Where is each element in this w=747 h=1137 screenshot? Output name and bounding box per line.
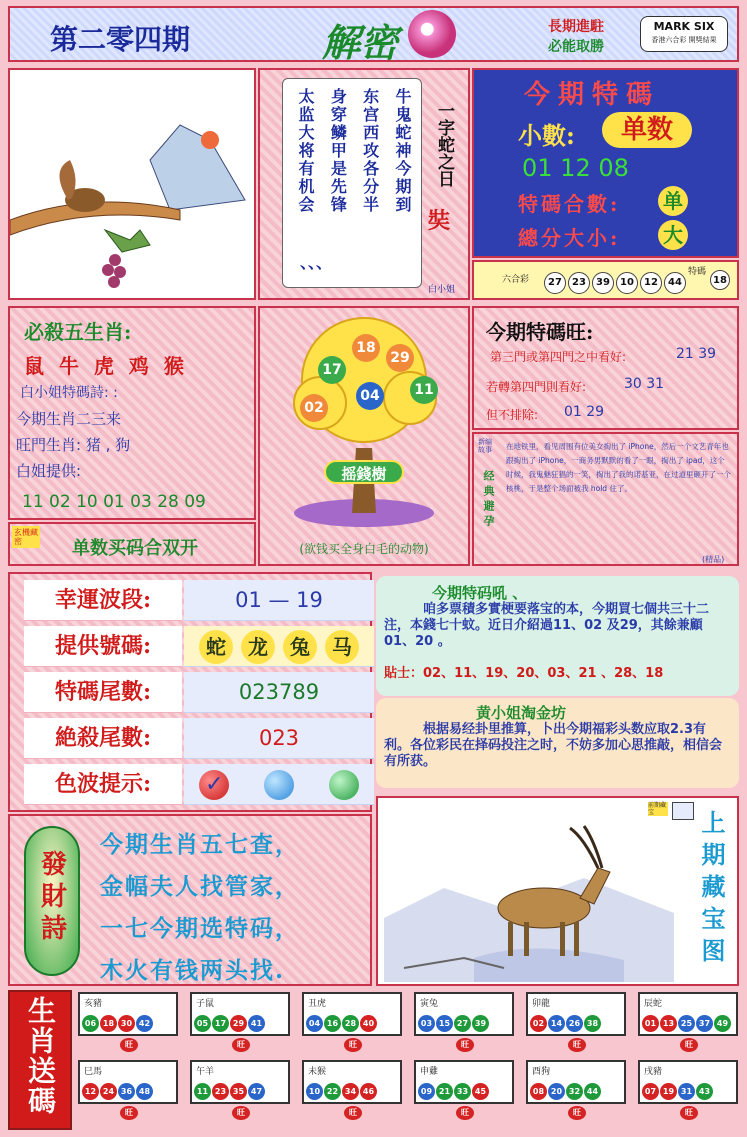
mark-six-logo: MARK SIX 香港六合彩 開獎結果	[640, 16, 728, 52]
zodiac-ball: 02	[530, 1015, 547, 1032]
story-panel	[472, 432, 739, 566]
zodiac-ball: 40	[360, 1015, 377, 1032]
squirrel-picture	[10, 70, 254, 298]
zodiac-name: 未猴	[308, 1067, 327, 1077]
zodiac-ball: 05	[194, 1015, 211, 1032]
squirrel-illustration	[8, 68, 256, 300]
wang-badge: 旺	[456, 1038, 474, 1052]
provide-char: 兔	[283, 630, 317, 664]
draw-result-bar	[472, 260, 739, 300]
tree-ball: 17	[318, 356, 346, 384]
shout-tip: 貼士：02、11、19、20、03、21 、28、18	[384, 666, 664, 681]
zodiac-card	[190, 992, 290, 1036]
wang-badge: 旺	[456, 1106, 474, 1120]
small-label: 小數:	[518, 121, 575, 150]
slogan-line-1: 長期進駐	[548, 19, 604, 35]
header-bar	[8, 6, 739, 65]
issue-title: 第二零四期	[50, 23, 191, 56]
zodiac-name: 寅兔	[420, 999, 439, 1009]
zodiac-ball: 47	[248, 1083, 265, 1100]
draw-ball: 23	[568, 272, 590, 294]
zodiac-name: 午羊	[196, 1067, 215, 1077]
wang-badge: 旺	[344, 1106, 362, 1120]
zodiac-card	[638, 992, 738, 1036]
zodiac-ball: 38	[584, 1015, 601, 1032]
fortune-line: 木火有钱两头找.	[100, 957, 286, 984]
zodiac-ball: 25	[678, 1015, 695, 1032]
zodiac-ball: 06	[82, 1015, 99, 1032]
zodiac-ball: 29	[230, 1015, 247, 1032]
table-value-lucky: 01 — 19	[184, 580, 374, 621]
logo-disc-icon	[408, 10, 456, 58]
small-value: 单数	[602, 112, 692, 148]
provide-char: 马	[325, 630, 359, 664]
zodiac-ball: 49	[714, 1015, 731, 1032]
zodiac-name: 巳馬	[84, 1067, 103, 1077]
tree-label: 摇錢樹	[324, 460, 404, 484]
zodiac-ball: 14	[548, 1015, 565, 1032]
zodiac-ball: 15	[436, 1015, 453, 1032]
zodiac-numbers	[82, 1011, 154, 1032]
zodiac-grid	[74, 990, 739, 1130]
poem-key-char: 奘	[428, 208, 451, 234]
zodiac-card	[302, 992, 402, 1036]
draw-ball: 44	[664, 272, 686, 294]
total-value: 大	[658, 220, 688, 250]
sum-value: 单	[658, 186, 688, 216]
zodiac-card	[78, 992, 178, 1036]
zodiac-side-text: 生肖送碼	[24, 996, 57, 1116]
kill-line-2: 旺門生肖: 猪 , 狗	[16, 436, 131, 454]
zodiac-ball: 35	[230, 1083, 247, 1100]
table-label-tail: 特碼尾數:	[24, 672, 182, 713]
zodiac-name: 辰蛇	[644, 999, 663, 1009]
table-label-color: 色波提示:	[24, 764, 182, 805]
table-value-tail: 023789	[184, 672, 374, 713]
wang-badge: 旺	[680, 1038, 698, 1052]
zodiac-ball: 37	[696, 1015, 713, 1032]
wang-badge: 旺	[232, 1038, 250, 1052]
fortune-line: 一七今期选特码，	[100, 915, 300, 942]
scroll-columns	[294, 88, 414, 268]
treasure-title: 上期藏宝图	[697, 810, 726, 970]
zodiac-ball: 33	[454, 1083, 471, 1100]
blue-ball-icon	[264, 770, 294, 800]
provide-chars	[195, 634, 363, 658]
tree-ball: 29	[386, 344, 414, 372]
draw-ball: 12	[640, 272, 662, 294]
zodiac-ball: 34	[342, 1083, 359, 1100]
wang-badge: 旺	[568, 1106, 586, 1120]
zodiac-ball: 07	[642, 1083, 659, 1100]
lottery-label: 六合彩	[502, 275, 530, 285]
tree-ball: 04	[356, 382, 384, 410]
provide-char: 蛇	[199, 630, 233, 664]
wang-badge: 旺	[568, 1038, 586, 1052]
zodiac-card	[638, 1060, 738, 1104]
kill-zodiac-panel	[8, 306, 256, 520]
table-value-color	[184, 764, 374, 805]
table-label-provide: 提供號碼:	[24, 626, 182, 667]
zodiac-card	[414, 1060, 514, 1104]
zodiac-ball: 39	[472, 1015, 489, 1032]
zodiac-name: 戌豬	[644, 1067, 663, 1077]
special-title: 今期特碼	[524, 80, 661, 110]
zodiac-numbers	[194, 1011, 266, 1032]
kill-numbers: 11 02 10 01 03 28 09	[22, 492, 206, 512]
zodiac-ball: 43	[696, 1083, 713, 1100]
zodiac-ball: 09	[418, 1083, 435, 1100]
zodiac-numbers	[642, 1079, 714, 1100]
zodiac-ball: 19	[660, 1083, 677, 1100]
zodiac-card	[526, 992, 626, 1036]
zodiac-ball: 36	[118, 1083, 135, 1100]
fortune-line: 今期生肖五七查，	[100, 831, 300, 858]
zodiac-side	[8, 990, 72, 1130]
treasure-panel	[376, 796, 739, 986]
poem-scroll-panel	[258, 68, 470, 300]
kill-animals: 鼠 牛 虎 鸡 猴	[24, 354, 188, 378]
story-tag: (精品)	[702, 555, 725, 564]
zodiac-card	[78, 1060, 178, 1104]
treasure-corner: 前期藏宝	[648, 802, 667, 816]
draw-ball: 39	[592, 272, 614, 294]
red-ball-check-icon: ✓	[199, 770, 229, 800]
special-numbers: 01 12 08	[522, 154, 629, 182]
poem-column: 东宫西攻各分半	[360, 88, 380, 214]
wang-badge: 旺	[680, 1106, 698, 1120]
fortune-badge-text: 發財詩	[36, 850, 67, 946]
fortune-line: 金幅夫人找管家，	[100, 873, 300, 900]
shout-panel	[376, 576, 739, 696]
antelope-picture	[384, 818, 676, 982]
prosper-line-2-value: 30 31	[624, 376, 665, 392]
zodiac-ball: 08	[530, 1083, 547, 1100]
draw-ball: 27	[544, 272, 566, 294]
poem-author: 白小姐	[428, 285, 456, 295]
story-side-top: 新编故事	[478, 438, 492, 454]
zodiac-numbers	[530, 1011, 602, 1032]
prosper-line-1-label: 第三門或第四門之中看好:	[490, 350, 627, 364]
zodiac-ball: 24	[100, 1083, 117, 1100]
kill-line-3: 白姐提供:	[16, 462, 82, 480]
tree-ball: 11	[410, 376, 438, 404]
zodiac-ball: 03	[418, 1015, 435, 1032]
zodiac-ball: 22	[324, 1083, 341, 1100]
prosper-line-1-value: 21 39	[676, 346, 717, 362]
poem-column: 太监大将有机会	[296, 88, 315, 214]
table-value-provide	[184, 626, 374, 667]
prosper-line-3-label: 但不排除:	[486, 408, 539, 422]
table-label-lucky: 幸運波段:	[24, 580, 182, 621]
zodiac-ball: 45	[472, 1083, 489, 1100]
zodiac-ball: 17	[212, 1015, 229, 1032]
zodiac-ball: 16	[324, 1015, 341, 1032]
gold-panel	[376, 698, 739, 788]
kill-title: 必殺五生肖:	[24, 320, 132, 344]
zodiac-card	[526, 1060, 626, 1104]
zodiac-name: 卯龍	[532, 999, 551, 1009]
zodiac-numbers	[418, 1011, 490, 1032]
tree-caption: (欲钱买全身白毛的动物)	[299, 542, 429, 556]
special-code-panel	[472, 68, 739, 258]
shout-body: 咱多票積多實梗要落宝的本，今期買七個共三十二注，本錢七十蚊。近日介紹過11、02 及29，其餘兼顧01、20 。	[384, 602, 710, 649]
total-label: 總分大小:	[518, 226, 621, 250]
poem-column: 身穿鳞甲是先锋	[328, 88, 348, 214]
kill-footer	[8, 522, 256, 566]
poem-dots: 、、、	[300, 253, 333, 272]
prosper-line-3-value: 01 29	[564, 404, 605, 420]
special-ball: 18	[710, 270, 730, 290]
zodiac-ball: 20	[548, 1083, 565, 1100]
prosper-title: 今期特碼旺:	[486, 320, 594, 344]
zodiac-name: 酉狗	[532, 1067, 551, 1077]
zodiac-ball: 32	[566, 1083, 583, 1100]
zodiac-numbers	[194, 1079, 266, 1100]
kill-footer-text: 单数买码合双开	[72, 538, 198, 559]
zodiac-numbers	[642, 1011, 732, 1032]
zodiac-ball: 46	[360, 1083, 377, 1100]
zodiac-numbers	[418, 1079, 490, 1100]
wang-badge: 旺	[232, 1106, 250, 1120]
zodiac-ball: 44	[584, 1083, 601, 1100]
sum-label: 特碼合數:	[518, 192, 621, 216]
prosper-panel	[472, 306, 739, 430]
kill-corner: 玄機藏密	[14, 528, 38, 546]
zodiac-name: 亥豬	[84, 999, 103, 1009]
zodiac-ball: 12	[82, 1083, 99, 1100]
zodiac-numbers	[306, 1079, 378, 1100]
zodiac-card	[190, 1060, 290, 1104]
zodiac-ball: 11	[194, 1083, 211, 1100]
zodiac-ball: 23	[212, 1083, 229, 1100]
slogan-line-2: 必能取勝	[548, 39, 604, 55]
zodiac-numbers	[306, 1011, 378, 1032]
wang-badge: 旺	[120, 1106, 138, 1120]
zodiac-name: 申雞	[420, 1067, 439, 1077]
wang-badge: 旺	[344, 1038, 362, 1052]
info-table	[8, 572, 372, 812]
zodiac-ball: 13	[660, 1015, 677, 1032]
story-text: 在地铁里，看见周围有位美女掏出了 iPhone，然后一个文艺青年也跟掏出了 iPhone，一商务男默默的看了一眼，掏出了 ipad，这个时候，我鬼魅狂猖的一笑，掏出了我的诺基亚，在过道里砸开了一个核桃，于是整个场面被我 hold 住了。	[506, 442, 731, 493]
zodiac-card	[302, 1060, 402, 1104]
zodiac-numbers	[530, 1079, 602, 1100]
story-side: 经典避孕	[482, 470, 495, 530]
wang-badge: 旺	[120, 1038, 138, 1052]
logo-text: 解密	[322, 20, 399, 65]
shout-title: 今期特码吼 、	[432, 584, 528, 602]
zodiac-ball: 28	[342, 1015, 359, 1032]
table-value-killtail: 023	[184, 718, 374, 759]
zodiac-ball: 04	[306, 1015, 323, 1032]
gold-body: 根据易经卦里推算，卜出今期福彩头数应取2.3有利。各位彩民在择码投注之时，不妨多加心思推敲，相信会有所获。	[384, 722, 723, 769]
green-ball-icon	[329, 770, 359, 800]
zodiac-ball: 31	[678, 1083, 695, 1100]
zodiac-ball: 26	[566, 1015, 583, 1032]
poem-column: 牛鬼蛇神今期到	[392, 88, 412, 214]
zodiac-ball: 27	[454, 1015, 471, 1032]
prosper-line-2-label: 若轉第四門則看好:	[486, 380, 587, 394]
zodiac-numbers	[82, 1079, 154, 1100]
zodiac-ball: 42	[136, 1015, 153, 1032]
zodiac-ball: 18	[100, 1015, 117, 1032]
zodiac-ball: 41	[248, 1015, 265, 1032]
fortune-badge	[24, 826, 80, 976]
zodiac-ball: 10	[306, 1083, 323, 1100]
tree-ball: 18	[352, 334, 380, 362]
zodiac-ball: 01	[642, 1015, 659, 1032]
money-tree-panel	[258, 306, 470, 566]
zodiac-card	[414, 992, 514, 1036]
zodiac-name: 丑虎	[308, 999, 327, 1009]
zodiac-ball: 48	[136, 1083, 153, 1100]
poem-title: 一字蛇之日	[434, 102, 454, 187]
provide-char: 龙	[241, 630, 275, 664]
draw-ball: 10	[616, 272, 638, 294]
fortune-poem-panel	[8, 814, 372, 986]
poem-label: 白小姐特碼詩: :	[20, 385, 118, 401]
zodiac-ball: 30	[118, 1015, 135, 1032]
draw-balls	[544, 270, 688, 294]
gold-title: 黄小姐淘金坊	[476, 704, 567, 722]
tree-ball: 02	[300, 394, 328, 422]
table-label-killtail: 絶殺尾數:	[24, 718, 182, 759]
zodiac-ball: 21	[436, 1083, 453, 1100]
zodiac-name: 子鼠	[196, 999, 215, 1009]
special-ball-label: 特碼	[688, 267, 707, 277]
kill-line-1: 今期生肖二三来	[16, 410, 122, 428]
